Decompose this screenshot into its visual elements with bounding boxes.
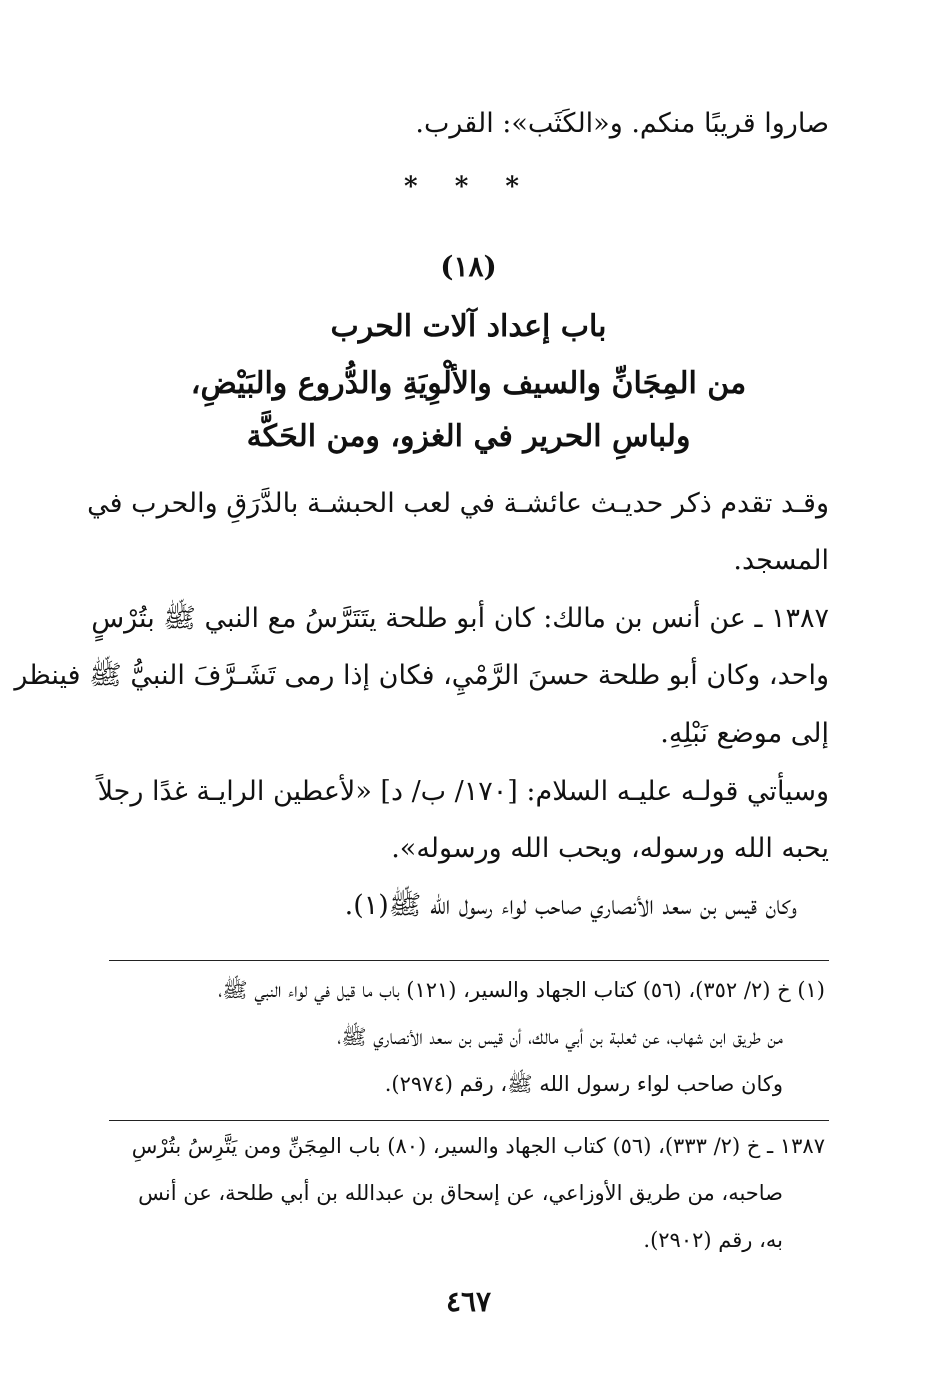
hadith-1387-line-1: ١٣٨٧ ـ عن أنس بن مالك: كان أبو طلحة يتَتَرَّسُ مع النبي ﷺ بتُرْسٍ [91,603,829,634]
footnote-1387-line-2: صاحبه، من طريق الأوزاعي، عن إسحاق بن عبدالله بن أبي طلحة، عن أنس [138,1181,783,1205]
intro-line-1: وقـد تقدم ذكر حديـث عائشـة في لعب الحبشـة بالدَّرَقِ والحرب في [87,488,829,519]
footnote-1387-line-3: به، رقم (٢٩٠٢). [643,1228,783,1252]
footnote-1387-line-1: ١٣٨٧ ـ خ (٢/ ٣٣٣)، (٥٦) كتاب الجهاد والسير، (٨٠) باب المِجَنِّ ومن يَتَّرِسُ بتُرْسِ [131,1134,825,1158]
quote-line-1: وسيأتي قولـه عليـه السلام: [١٧٠/ ب/ د] «لأعطين الرايـة غدًا رجلاً [97,776,829,807]
chapter-title-line-2: من المِجَانِّ والسيف والألْوِيَةِ والدُّروع والبَيْضِ، [190,366,747,401]
footnote-rule-1 [109,960,829,961]
chapter-number: (١٨) [440,250,497,283]
hadith-1387-line-3: إلى موضع نَبْلِهِ. [660,718,829,749]
qays-line: وكان قيس بن سعد الأنصاري صاحب لواء رسول الله ﷺ(١). [344,890,797,921]
continuation-line: صاروا قريبًا منكم. و«الكَثَب»: القرب. [415,108,829,139]
footnote-rule-2 [109,1120,829,1121]
section-separator: * * * [404,172,533,202]
chapter-title-line-3: ولباسِ الحرير في الغزو، ومن الحَكَّة [246,419,691,454]
footnote-1-line-3: وكان صاحب لواء رسول الله ﷺ، رقم (٢٩٧٤). [384,1072,783,1096]
chapter-title-line-1: باب إعداد آلات الحرب [330,309,607,344]
hadith-1387-line-2: واحد، وكان أبو طلحة حسنَ الرَّمْيِ، فكان إذا رمى تَشَـرَّفَ النبيُّ ﷺ فينظر [14,660,829,691]
intro-line-2: المسجد. [733,545,829,576]
quote-line-2: يحبه الله ورسوله، ويحب الله ورسوله». [391,833,829,864]
page-number: ٤٦٧ [445,1285,492,1318]
footnote-1-line-1: (١) خ (٢/ ٣٥٢)، (٥٦) كتاب الجهاد والسير، (١٢١) باب ما قيل في لواء النبي ﷺ، [218,978,825,1002]
footnote-1-line-2: من طريق ابن شهاب، عن ثعلبة بن أبي مالك، أن قيس بن سعد الأنصاري ﷺ، [337,1025,783,1049]
